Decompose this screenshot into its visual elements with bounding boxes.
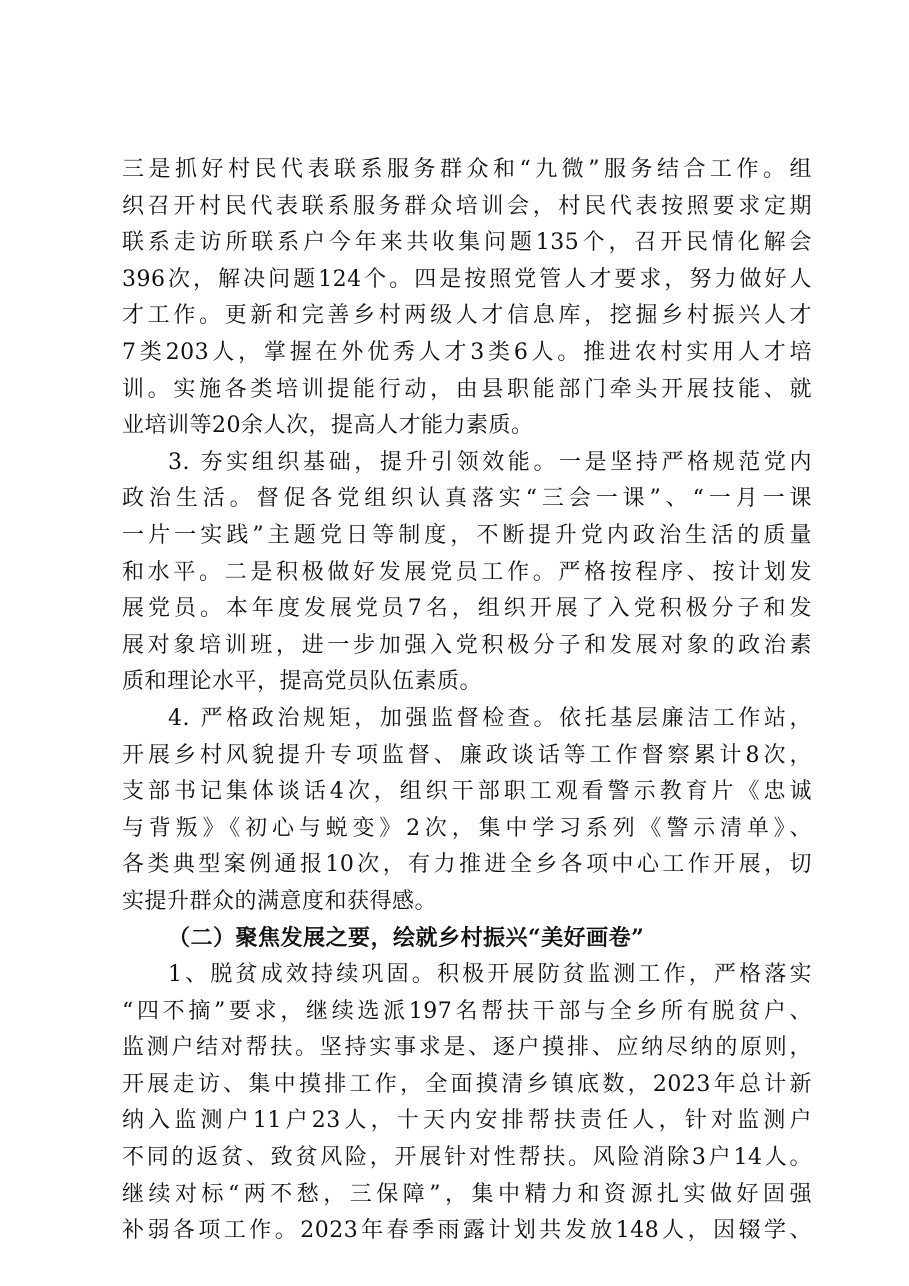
body-line: 监测户结对帮扶。坚持实事求是、逐户摸排、应纳尽纳的原则， xyxy=(122,1035,812,1061)
section-3-first-line: 3. 夯实组织基础，提升引领效能。一是坚持严格规范党内 xyxy=(168,449,812,475)
document-body xyxy=(122,152,812,1250)
body-line: 联系走访所联系户今年来共收集问题135个，召开民情化解会 xyxy=(122,230,812,256)
body-line: 7类203人，掌握在外优秀人才3类6人。推进农村实用人才培 xyxy=(122,339,812,365)
body-line: 业培训等20余人次，提高人才能力素质。 xyxy=(122,413,534,439)
body-line: 开展走访、集中摸排工作，全面摸清乡镇底数，2023年总计新 xyxy=(122,1071,812,1097)
body-line: 与背叛》《初心与蜕变》2次，集中学习系列《警示清单》、 xyxy=(122,815,812,841)
body-line: 纳入监测户11户23人，十天内安排帮扶责任人，针对监测户 xyxy=(122,1108,812,1134)
body-line: 展对象培训班，进一步加强入党积极分子和发展对象的政治素 xyxy=(122,632,812,658)
body-line: 实提升群众的满意度和获得感。 xyxy=(122,888,438,914)
section-heading: （二）聚焦发展之要，绘就乡村振兴“美好画卷” xyxy=(168,925,645,952)
body-line: 不同的返贫、致贫风险，开展针对性帮扶。风险消除3户14人。 xyxy=(122,1145,812,1171)
section-4-first-line: 4. 严格政治规矩，加强监督检查。依托基层廉洁工作站， xyxy=(168,705,812,731)
body-line: 才工作。更新和完善乡村两级人才信息库，挖掘乡村振兴人才 xyxy=(122,303,812,329)
body-line: 三是抓好村民代表联系服务群众和“九微”服务结合工作。组 xyxy=(122,157,812,182)
body-line: 一片一实践”主题党日等制度，不断提升党内政治生活的质量 xyxy=(122,522,812,548)
subsection-1-first-line: 1、脱贫成效持续巩固。积极开展防贫监测工作，严格落实 xyxy=(168,962,812,988)
body-line: “四不摘”要求，继续选派197名帮扶干部与全乡所有脱贫户、 xyxy=(122,998,812,1024)
body-line: 质和理论水平，提高党员队伍素质。 xyxy=(122,669,483,695)
body-line: 和水平。二是积极做好发展党员工作。严格按程序、按计划发 xyxy=(122,559,812,585)
body-line: 继续对标“两不愁，三保障”，集中精力和资源扎实做好固强 xyxy=(122,1181,812,1207)
body-line: 开展乡村风貌提升专项监督、廉政谈话等工作督察累计8次， xyxy=(122,742,812,768)
body-line: 396次，解决问题124个。四是按照党管人才要求，努力做好人 xyxy=(122,266,812,292)
body-line: 训。实施各类培训提能行动，由县职能部门牵头开展技能、就 xyxy=(122,376,812,402)
body-line: 补弱各项工作。2023年春季雨露计划共发放148人，因辍学、 xyxy=(122,1218,812,1244)
body-line: 支部书记集体谈话4次，组织干部职工观看警示教育片《忠诚 xyxy=(122,779,812,805)
body-line: 政治生活。督促各党组织认真落实“三会一课”、“一月一课 xyxy=(122,486,812,512)
body-line: 各类典型案例通报10次，有力推进全乡各项中心工作开展，切 xyxy=(122,852,812,878)
body-line: 展党员。本年度发展党员7名，组织开展了入党积极分子和发 xyxy=(122,596,812,622)
body-line: 织召开村民代表联系服务群众培训会，村民代表按照要求定期 xyxy=(122,193,812,219)
